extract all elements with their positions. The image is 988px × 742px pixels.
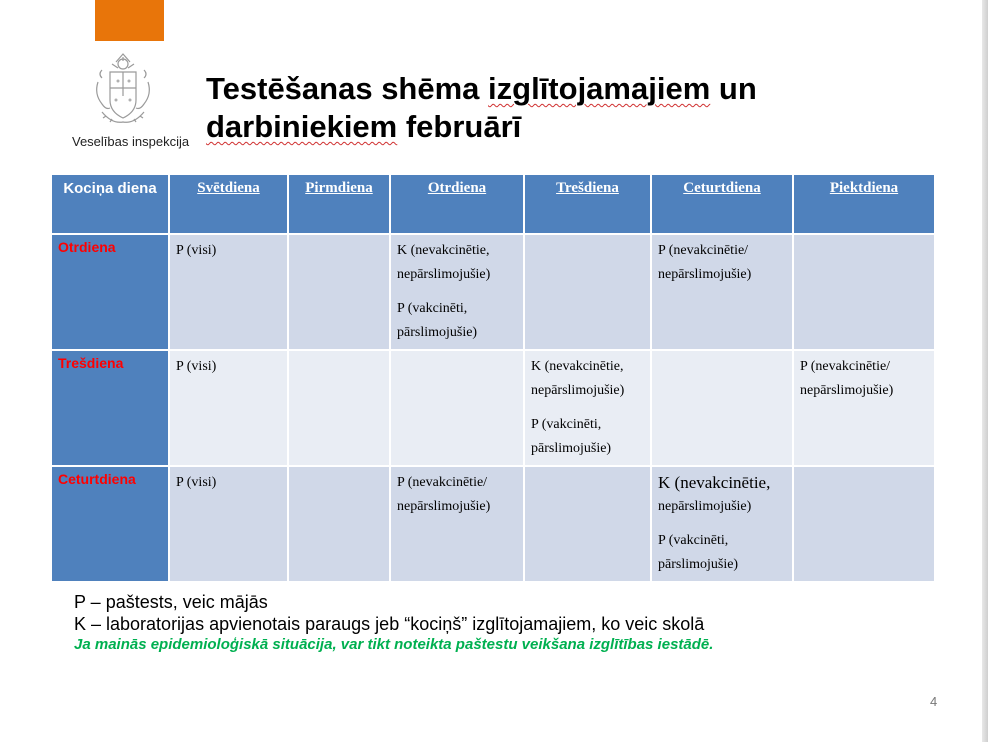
cell-gap: [658, 519, 786, 529]
table-cell: [524, 234, 651, 350]
cell-line: P (visi): [176, 475, 217, 490]
cell-line: P (nevakcinētie/: [397, 475, 488, 490]
cell-gap: [531, 403, 644, 413]
legend-k: K – laboratorijas apvienotais paraugs jeb “kociņš” izglītojamajiem, ko veic skolā: [74, 614, 705, 634]
cell-line: nepārslimojušie): [658, 499, 752, 514]
cell-line: K (nevakcinētie,: [531, 359, 624, 374]
cell-line: nepārslimojušie): [800, 383, 894, 398]
cell-line: K (nevakcinētie,: [658, 473, 771, 492]
table-cell: [288, 466, 390, 582]
table-cell: [288, 350, 390, 466]
header-day: Ceturtdiena: [651, 174, 793, 234]
row-day-label: Otrdiena: [51, 234, 169, 350]
table-cell: [651, 466, 793, 582]
table-cell: [169, 234, 288, 350]
page-title: Testēšanas shēma izglītojamajiem un darbiniekiem februārī: [206, 71, 757, 144]
cell-line: P (visi): [176, 243, 217, 258]
table-cell: [651, 234, 793, 350]
legend-p: P – paštests, veic mājās: [74, 592, 268, 612]
header-day: Pirmdiena: [288, 174, 390, 234]
cell-line: pārslimojušie): [658, 557, 739, 572]
cell-line: P (nevakcinētie/: [800, 359, 891, 374]
latvia-coat-of-arms-icon: [92, 52, 154, 127]
legend: [74, 591, 704, 635]
orange-accent-bar: [95, 0, 164, 41]
table-cell: [651, 350, 793, 466]
table-row: [51, 350, 935, 466]
table-cell: [793, 466, 935, 582]
header-day: Piektdiena: [793, 174, 935, 234]
row-day-label: Trešdiena: [51, 350, 169, 466]
table-cell: [524, 350, 651, 466]
cell-line: nepārslimojušie): [658, 267, 752, 282]
cell-line: P (vakcinēti,: [531, 417, 602, 432]
table-cell: [793, 234, 935, 350]
situation-note: Ja mainās epidemioloģiskā situācija, var tikt noteikta paštestu veikšana izglītības iestādē.: [74, 636, 714, 653]
header-day: Otrdiena: [390, 174, 524, 234]
header-day: Trešdiena: [524, 174, 651, 234]
table-cell: [288, 234, 390, 350]
table-cell: [793, 350, 935, 466]
table-row: [51, 234, 935, 350]
cell-line: pārslimojušie): [531, 441, 612, 456]
table-cell: [169, 350, 288, 466]
cell-line: K (nevakcinētie,: [397, 243, 490, 258]
table-cell: [390, 350, 524, 466]
cell-line: P (visi): [176, 359, 217, 374]
cell-gap: [397, 287, 517, 297]
table-cell: [390, 234, 524, 350]
cell-line: pārslimojušie): [397, 325, 478, 340]
cell-line: nepārslimojušie): [397, 499, 491, 514]
cell-line: P (vakcinēti,: [658, 533, 729, 548]
table-header-row: [51, 174, 935, 234]
testing-schedule-table: [50, 173, 936, 583]
page-number: 4: [930, 694, 938, 709]
table-cell: [169, 466, 288, 582]
row-day-label: Ceturtdiena: [51, 466, 169, 582]
cell-line: nepārslimojušie): [397, 267, 491, 282]
table-row: [51, 466, 935, 582]
cell-line: P (vakcinēti,: [397, 301, 468, 316]
slide-edge: [982, 0, 988, 742]
table-cell: [390, 466, 524, 582]
logo-text: Veselības inspekcija: [72, 134, 190, 149]
cell-line: P (nevakcinētie/: [658, 243, 749, 258]
header-corner: Kociņa diena: [51, 174, 169, 234]
table-cell: [524, 466, 651, 582]
cell-line: nepārslimojušie): [531, 383, 625, 398]
header-day: Svētdiena: [169, 174, 288, 234]
